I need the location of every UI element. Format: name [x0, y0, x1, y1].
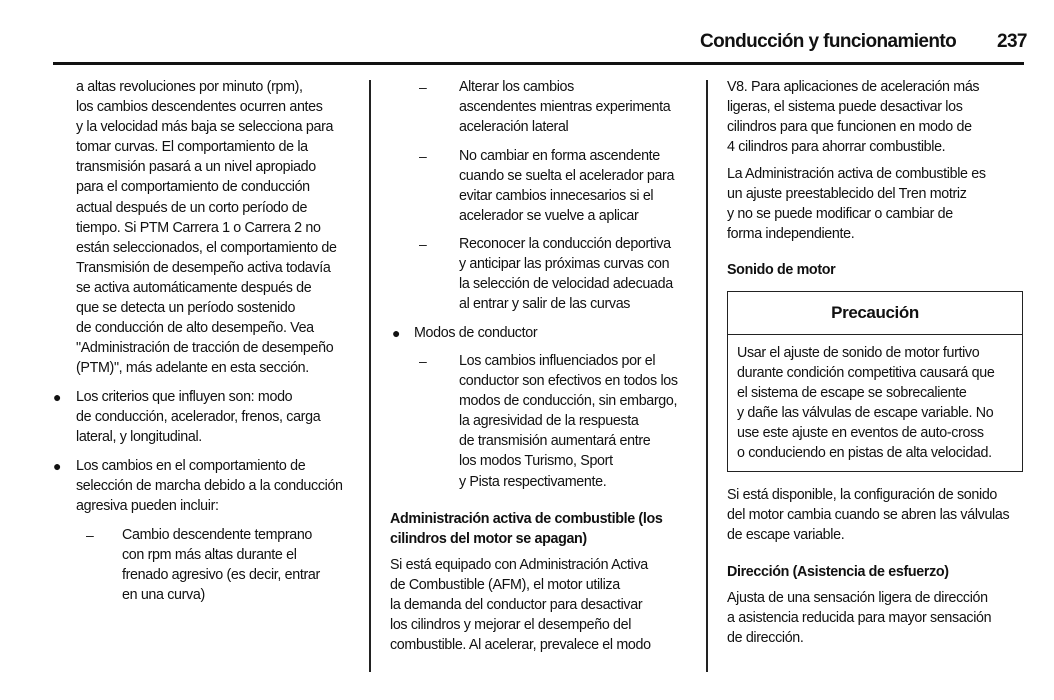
column-divider: [706, 80, 708, 672]
dash-icon: –: [419, 148, 427, 164]
bullet-icon: ●: [392, 325, 401, 341]
paragraph: a altas revoluciones por minuto (rpm), los cambios descendentes ocurren antes y la velocidad más baja se selecciona para tomar curvas. El comportamiento de la transmisión pasará a un nivel apropiado para el comportamiento de conducción actual después de un corto período de tiempo. Si PTM Carrera 1 o Carrera 2 no están seleccionados, el comportamiento de Transmisión de desempeño activa todavía se activa automáticamente después de que se detecta un período sostenido de conducción de alto desempeño. Vea "Administración de tracción de desempeño (PTM)", más adelante en esta sección.: [76, 79, 337, 377]
column-divider: [369, 80, 371, 672]
header-rule: [53, 62, 1024, 65]
dash-icon: –: [419, 236, 427, 252]
paragraph: Ajusta de una sensación ligera de dirección a asistencia reducida para mayor sensación de dirección.: [727, 590, 992, 647]
dash-item: Alterar los cambios ascendentes mientras experimenta aceleración lateral: [459, 79, 671, 136]
section-title: Conducción y funcionamiento: [700, 31, 957, 52]
section-heading: Administración activa de combustible (los cilindros del motor se apagan): [390, 511, 663, 548]
dash-icon: –: [419, 353, 427, 369]
page-number: 237: [997, 31, 1027, 52]
dash-item: Reconocer la conducción deportiva y anticipar las próximas curvas con la selección de velocidad adecuada al entrar y salir de las curvas: [459, 236, 673, 313]
dash-icon: –: [86, 527, 94, 543]
paragraph: La Administración activa de combustible es un ajuste preestablecido del Tren motriz y no se puede modificar o cambiar de forma independiente.: [727, 166, 986, 243]
section-heading: Dirección (Asistencia de esfuerzo): [727, 564, 949, 580]
dash-icon: –: [419, 79, 427, 95]
bullet-icon: ●: [53, 458, 62, 474]
paragraph: Si está equipado con Administración Activa de Combustible (AFM), el motor utiliza la demanda del conductor para desactivar los cilindros y mejorar el desempeño del combustible. Al acelerar, prevalece el modo: [390, 557, 651, 654]
caution-text: Usar el ajuste de sonido de motor furtivo durante condición competitiva causará que el sistema de escape se sobrecaliente y dañe las válvulas de escape variable. No use este ajuste en eventos de auto-cross o conduciendo en pistas de alta velocidad.: [737, 345, 995, 462]
paragraph: V8. Para aplicaciones de aceleración más ligeras, el sistema puede desactivar los cilindros para que funcionen en modo de 4 cilindros para ahorrar combustible.: [727, 79, 980, 156]
bullet-icon: ●: [53, 389, 62, 405]
caution-box: [727, 291, 1023, 472]
bullet-item: Modos de conductor: [414, 325, 538, 341]
bullet-item: Los cambios en el comportamiento de selección de marcha debido a la conducción agresiva pueden incluir:: [76, 458, 343, 515]
dash-item: No cambiar en forma ascendente cuando se suelta el acelerador para evitar cambios innecesarios si el acelerador se vuelve a aplicar: [459, 148, 675, 225]
bullet-item: Los criterios que influyen son: modo de conducción, acelerador, frenos, carga lateral, y longitudinal.: [76, 389, 321, 446]
dash-item: Cambio descendente temprano con rpm más altas durante el frenado agresivo (es decir, entrar en una curva): [122, 527, 320, 604]
section-heading: Sonido de motor: [727, 262, 836, 278]
dash-item: Los cambios influenciados por el conductor son efectivos en todos los modos de conducción, sin embargo, la agresividad de la respuesta de transmisión aumentará entre los modos Turismo, Sport y Pista respectivamente.: [459, 353, 678, 490]
caution-title: Precaución: [728, 292, 1022, 335]
paragraph: Si está disponible, la configuración de sonido del motor cambia cuando se abren las válvulas de escape variable.: [727, 487, 1010, 544]
